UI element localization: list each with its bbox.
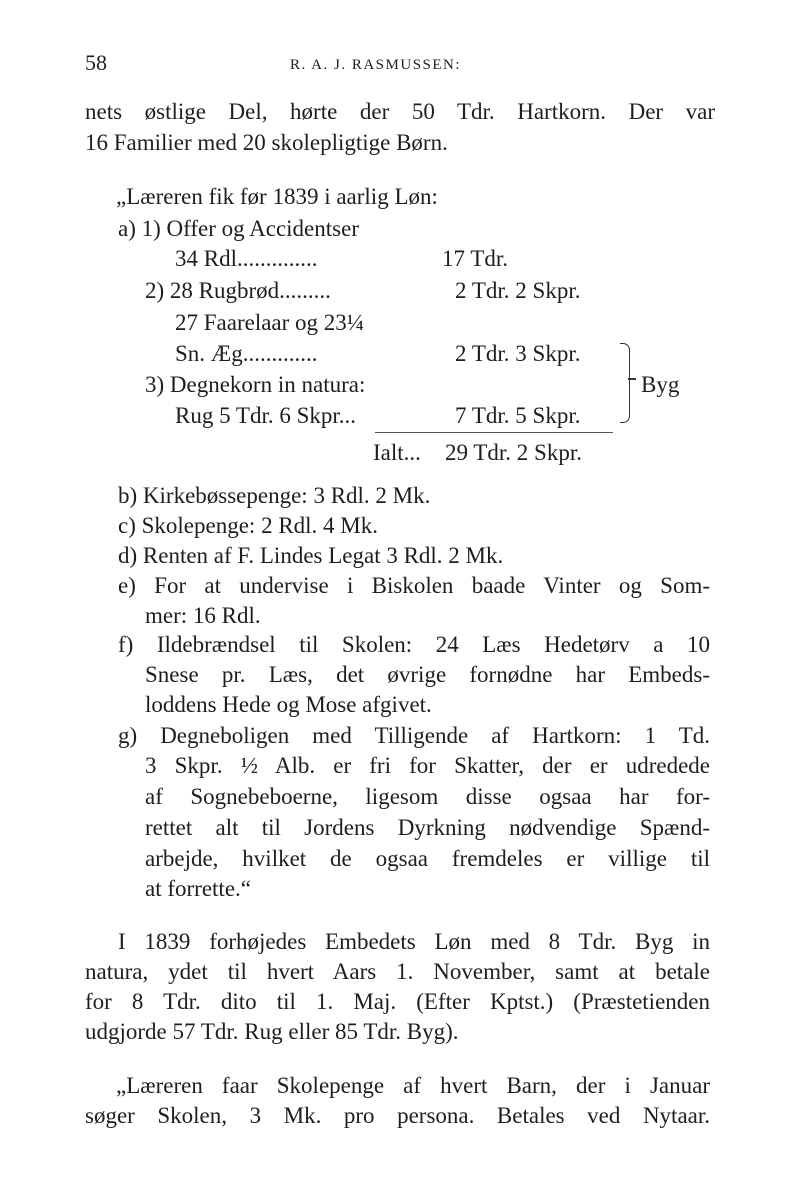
text-line: 3 Skpr. ½ Alb. er fri for Skatter, der er udredede [145,753,710,778]
list-item: g) Degneboligen med Tilligende af Hartkorn: 1 Td. [118,723,710,748]
text-line: 27 Faarelaar og 23¼ [175,310,365,335]
text-line: I 1839 forhøjedes Embedets Løn med 8 Tdr. Byg in [118,929,710,954]
brace [620,343,630,423]
text-line: nets østlige Del, hørte der 50 Tdr. Hartkorn. Der var [85,99,715,124]
text-line: mer: 16 Rdl. [145,603,261,628]
text-line: „Læreren faar Skolepenge af hvert Barn, der i Januar [116,1073,710,1098]
sum-rule [375,432,613,433]
text-line: søger Skolen, 3 Mk. pro persona. Betales ved Nytaar. [85,1103,710,1128]
text-line: Sn. Æg............. [175,341,318,366]
text-line: af Sognebeboerne, ligesom disse ogsaa har for- [145,784,710,809]
list-item: c) Skolepenge: 2 Rdl. 4 Mk. [118,513,378,538]
list-item: d) Renten af F. Lindes Legat 3 Rdl. 2 Mk. [118,543,504,568]
text-line: 3) Degnekorn in natura: [145,372,366,397]
text-line: 16 Familier med 20 skolepligtige Børn. [85,130,448,155]
brace-label: Byg [641,372,680,397]
text-line: Rug 5 Tdr. 6 Skpr... [175,403,357,428]
list-item: e) For at undervise i Biskolen baade Vinter og Som- [118,573,710,598]
amount: 2 Tdr. 2 Skpr. [455,278,581,303]
text-line: 34 Rdl.............. [175,246,318,271]
text-line: arbejde, hvilket de ogsaa fremdeles er villige til [145,846,710,871]
list-item: f) Ildebrændsel til Skolen: 24 Læs Hedetørv a 10 [118,632,710,657]
page-number: 58 [85,50,107,75]
text-line: „Læreren fik før 1839 i aarlig Løn: [116,184,438,209]
total-label: Ialt... [373,440,421,465]
amount: 17 Tdr. [442,246,509,271]
total-amount: 29 Tdr. 2 Skpr. [445,440,582,465]
brace-tip [628,378,636,380]
text-line: 2) 28 Rugbrød......... [145,278,331,303]
list-item: b) Kirkebøssepenge: 3 Rdl. 2 Mk. [118,483,431,508]
amount: 2 Tdr. 3 Skpr. [455,341,581,366]
running-header: R. A. J. RASMUSSEN: [290,57,462,73]
text-line: rettet alt til Jordens Dyrkning nødvendige Spænd- [145,815,710,840]
text-line: at forrette.“ [145,876,251,901]
text-line: loddens Hede og Mose afgivet. [145,692,432,717]
text-line: udgjorde 57 Tdr. Rug eller 85 Tdr. Byg). [85,1019,459,1044]
amount: 7 Tdr. 5 Skpr. [455,403,581,428]
text-line: natura, ydet til hvert Aars 1. November, samt at betale [85,959,710,984]
text-line: for 8 Tdr. dito til 1. Maj. (Efter Kptst.) (Præstetienden [85,989,710,1014]
text-line: a) 1) Offer og Accidentser [118,216,359,241]
text-line: Snese pr. Læs, det øvrige fornødne har Embeds- [145,662,710,687]
